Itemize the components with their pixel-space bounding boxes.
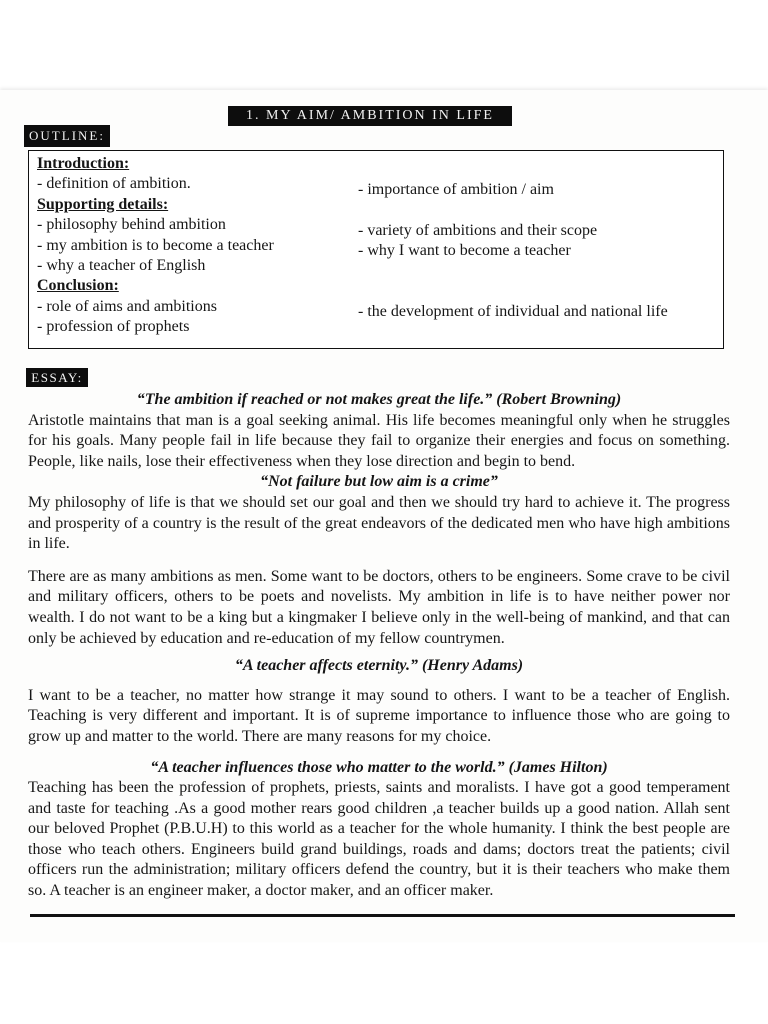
quote-low-aim: “Not failure but low aim is a crime” (260, 473, 498, 491)
outline-item: - philosophy behind ambition (37, 216, 226, 234)
conclusion-heading: Conclusion: (37, 277, 119, 295)
outline-item: - variety of ambitions and their scope (358, 222, 598, 239)
essay-paragraph: Aristotle maintains that man is a goal seeking animal. His life becomes meaningful only when he struggles for his goals. Many people fail in life because they fail to organize their energies and focus on something. People, like nails, lose their effectiveness when they lose direction and begin to bend. (28, 411, 730, 470)
outline-item: - role of aims and ambitions (37, 297, 217, 315)
essay-title: 1. MY AIM/ AMBITION IN LIFE (228, 106, 512, 126)
quote-james-hilton: “A teacher influences those who matter to the world.” (James Hilton) (150, 758, 608, 776)
outline-item: - importance of ambition / aim (358, 181, 554, 198)
essay-paragraph: Teaching has been the profession of prophets, priests, saints and moralists. I have got a good temperament and taste for teaching .As a good mother rears good children ,a teacher builds up a good nation. Allah sent our beloved Prophet (P.B.U.H) to this world as a teacher for the whole humanity. I think the best people are those who teach others. Engineers build grand buildings, roads and dams; doctors treat the patients; civil officers run the administration; military officers defend the country, but it is their teachers who make them so. A teacher is an engineer maker, a doctor maker, and an officer maker. (28, 779, 730, 900)
essay-label: ESSAY: (26, 368, 88, 387)
outline-item: - definition of ambition. (37, 175, 191, 193)
outline-left-column (37, 154, 274, 338)
footer-rule (30, 914, 735, 917)
essay-paragraph: I want to be a teacher, no matter how strange it may sound to others. I want to be a teacher of English. Teaching is very different and important. It is of supreme importance to influence those who are going to grow up and matter to the world. There are many reasons for my choice. (28, 686, 730, 745)
essay-body (28, 390, 730, 917)
outline-box (28, 150, 724, 349)
outline-item: - why a teacher of English (37, 257, 206, 275)
essay-paragraph: There are as many ambitions as men. Some want to be doctors, others to be engineers. Some crave to be civil and military officers, others to be poets and novelists. My ambition in life is to have neither power nor wealth. I do not want to be a king but a kingmaker I believe only in the well-being of mankind, and that can only be achieved by education and re-education of my fellow countrymen. (28, 567, 730, 647)
quote-henry-adams: “A teacher affects eternity.” (Henry Adams) (234, 657, 524, 675)
introduction-heading: Introduction: (37, 155, 130, 172)
outline-item: - profession of prophets (37, 318, 190, 336)
outline-item: - the development of individual and national life (358, 303, 668, 320)
outline-label: OUTLINE: (24, 125, 110, 147)
essay-paragraph: My philosophy of life is that we should set our goal and then we should try hard to achieve it. The progress and prosperity of a country is the result of the great endeavors of the dedicated men who have high ambitions in life. (28, 493, 730, 553)
outline-item: - my ambition is to become a teacher (37, 236, 274, 254)
supporting-details-heading: Supporting details: (37, 195, 169, 213)
quote-robert-browning: “The ambition if reached or not makes great the life.” (Robert Browning) (136, 391, 622, 408)
outline-item: - why I want to become a teacher (358, 242, 571, 259)
